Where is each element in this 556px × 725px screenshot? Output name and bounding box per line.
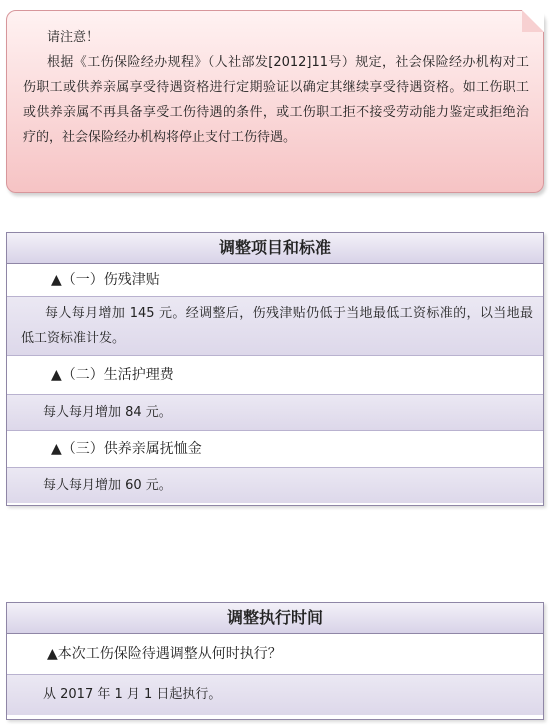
- item-content-nursing-fee: 每人每月增加 84 元。: [7, 395, 543, 431]
- item-content-disability-allowance: 每人每月增加 145 元。经调整后，伤残津贴仍低于当地最低工资标准的，以当地最低工资标准计发。: [7, 297, 543, 356]
- adjustment-section: [6, 232, 544, 506]
- execution-answer: 从 2017 年 1 月 1 日起执行。: [7, 675, 543, 715]
- item-heading-dependent-pension: ▲（三）供养亲属抚恤金: [7, 431, 543, 468]
- item-heading-nursing-fee: ▲（二）生活护理费: [7, 356, 543, 395]
- notice-body: 根据《工伤保险经办规程》（人社部发[2012]11号）规定，社会保险经办机构对工伤职工或供养亲属享受待遇资格进行定期验证以确定其继续享受待遇资格。如工伤职工或供养亲属不再具备享受工伤待遇的条件，或工伤职工拒不接受劳动能力鉴定或拒绝治疗的，社会保险经办机构将停止支付工伤待遇。: [23, 55, 529, 145]
- folded-corner: [522, 10, 544, 32]
- item-heading-disability-allowance: ▲（一）伤残津贴: [7, 264, 543, 297]
- notice-heading: 请注意！: [47, 30, 100, 45]
- item-content-dependent-pension: 每人每月增加 60 元。: [7, 468, 543, 503]
- notice-box: [6, 10, 544, 193]
- adjustment-title: 调整项目和标准: [7, 233, 543, 264]
- execution-question: ▲本次工伤保险待遇调整从何时执行？: [7, 634, 543, 675]
- execution-title: 调整执行时间: [7, 603, 543, 634]
- execution-section: [6, 602, 544, 720]
